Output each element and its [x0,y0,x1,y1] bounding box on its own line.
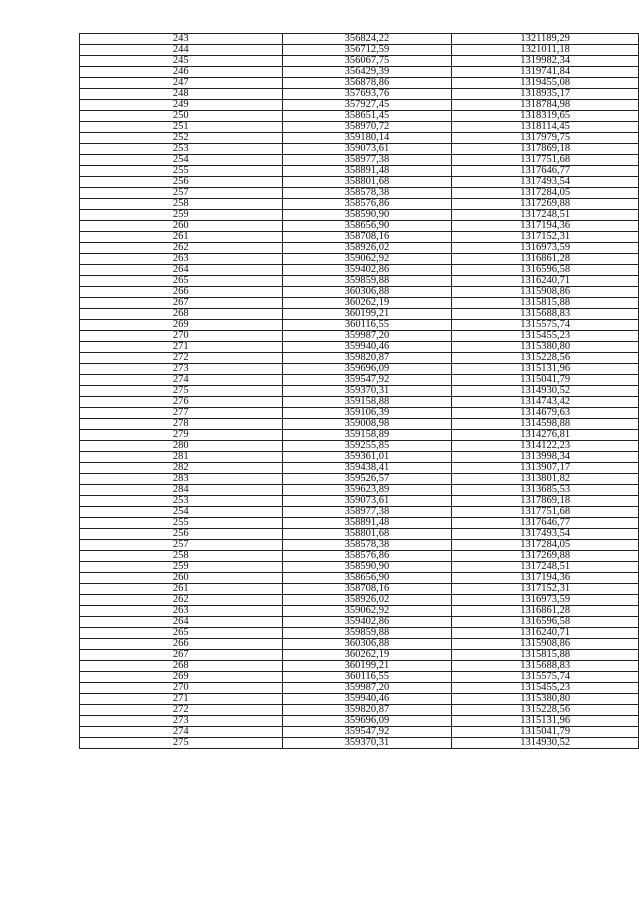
y-coordinate-cell: 1321189,29 [452,34,639,45]
table-row [80,375,639,386]
point-number-cell: 263 [80,254,283,265]
table-row [80,210,639,221]
table-row [80,540,639,551]
y-coordinate-cell: 1316861,28 [452,254,639,265]
point-number-cell: 277 [80,408,283,419]
point-number-cell: 282 [80,463,283,474]
table-row [80,463,639,474]
table-row [80,705,639,716]
y-coordinate-cell: 1319455,08 [452,78,639,89]
table-row [80,166,639,177]
table-row [80,122,639,133]
table-row [80,496,639,507]
table-row [80,221,639,232]
point-number-cell: 276 [80,397,283,408]
table-row [80,507,639,518]
point-number-cell: 250 [80,111,283,122]
y-coordinate-cell: 1313801,82 [452,474,639,485]
y-coordinate-cell: 1315908,86 [452,287,639,298]
table-row [80,419,639,430]
table-row [80,199,639,210]
x-coordinate-cell: 359106,39 [282,408,452,419]
table-row [80,232,639,243]
x-coordinate-cell: 356067,75 [282,56,452,67]
y-coordinate-cell: 1317646,77 [452,518,639,529]
y-coordinate-cell: 1317269,88 [452,199,639,210]
table-row [80,144,639,155]
point-number-cell: 284 [80,485,283,496]
point-number-cell: 269 [80,320,283,331]
point-number-cell: 265 [80,628,283,639]
x-coordinate-cell: 358891,48 [282,166,452,177]
point-number-cell: 254 [80,507,283,518]
table-row [80,474,639,485]
x-coordinate-cell: 357927,45 [282,100,452,111]
table-row [80,56,639,67]
table-row [80,694,639,705]
y-coordinate-cell: 1315688,83 [452,309,639,320]
point-number-cell: 272 [80,705,283,716]
point-number-cell: 244 [80,45,283,56]
x-coordinate-cell: 359370,31 [282,738,452,749]
x-coordinate-cell: 359859,88 [282,276,452,287]
y-coordinate-cell: 1319982,34 [452,56,639,67]
y-coordinate-cell: 1317751,68 [452,155,639,166]
y-coordinate-cell: 1316973,59 [452,243,639,254]
x-coordinate-cell: 358578,38 [282,188,452,199]
y-coordinate-cell: 1317152,31 [452,232,639,243]
x-coordinate-cell: 359696,09 [282,716,452,727]
y-coordinate-cell: 1315131,96 [452,716,639,727]
table-row [80,34,639,45]
y-coordinate-cell: 1317284,05 [452,540,639,551]
table-row [80,188,639,199]
x-coordinate-cell: 360199,21 [282,309,452,320]
x-coordinate-cell: 359158,88 [282,397,452,408]
y-coordinate-cell: 1314122,23 [452,441,639,452]
coordinate-table [79,33,639,749]
x-coordinate-cell: 359820,87 [282,705,452,716]
y-coordinate-cell: 1315575,74 [452,672,639,683]
point-number-cell: 261 [80,584,283,595]
point-number-cell: 260 [80,573,283,584]
x-coordinate-cell: 358656,90 [282,221,452,232]
y-coordinate-cell: 1318114,45 [452,122,639,133]
x-coordinate-cell: 358801,68 [282,529,452,540]
x-coordinate-cell: 359073,61 [282,144,452,155]
y-coordinate-cell: 1315455,23 [452,683,639,694]
point-number-cell: 255 [80,166,283,177]
y-coordinate-cell: 1315228,56 [452,353,639,364]
table-row [80,518,639,529]
x-coordinate-cell: 359438,41 [282,463,452,474]
point-number-cell: 245 [80,56,283,67]
table-row [80,595,639,606]
point-number-cell: 270 [80,331,283,342]
x-coordinate-cell: 358576,86 [282,551,452,562]
table-row [80,177,639,188]
table-row [80,650,639,661]
x-coordinate-cell: 358977,38 [282,155,452,166]
point-number-cell: 266 [80,287,283,298]
point-number-cell: 267 [80,298,283,309]
table-row [80,683,639,694]
y-coordinate-cell: 1318784,98 [452,100,639,111]
y-coordinate-cell: 1316240,71 [452,628,639,639]
x-coordinate-cell: 359361,01 [282,452,452,463]
point-number-cell: 264 [80,617,283,628]
y-coordinate-cell: 1314930,52 [452,386,639,397]
x-coordinate-cell: 360262,19 [282,298,452,309]
table-row [80,430,639,441]
point-number-cell: 263 [80,606,283,617]
point-number-cell: 274 [80,727,283,738]
y-coordinate-cell: 1317646,77 [452,166,639,177]
table-row [80,111,639,122]
table-row [80,397,639,408]
y-coordinate-cell: 1314930,52 [452,738,639,749]
table-row [80,298,639,309]
y-coordinate-cell: 1314276,81 [452,430,639,441]
point-number-cell: 273 [80,716,283,727]
x-coordinate-cell: 359547,92 [282,727,452,738]
point-number-cell: 275 [80,386,283,397]
x-coordinate-cell: 358708,16 [282,232,452,243]
point-number-cell: 259 [80,562,283,573]
y-coordinate-cell: 1316861,28 [452,606,639,617]
point-number-cell: 268 [80,309,283,320]
point-number-cell: 261 [80,232,283,243]
table-row [80,551,639,562]
y-coordinate-cell: 1317869,18 [452,496,639,507]
y-coordinate-cell: 1316596,58 [452,265,639,276]
y-coordinate-cell: 1315131,96 [452,364,639,375]
point-number-cell: 251 [80,122,283,133]
x-coordinate-cell: 359526,57 [282,474,452,485]
x-coordinate-cell: 358970,72 [282,122,452,133]
point-number-cell: 265 [80,276,283,287]
point-number-cell: 257 [80,540,283,551]
y-coordinate-cell: 1315688,83 [452,661,639,672]
table-row [80,320,639,331]
table-row [80,573,639,584]
table-row [80,452,639,463]
x-coordinate-cell: 356429,39 [282,67,452,78]
y-coordinate-cell: 1321011,18 [452,45,639,56]
table-row [80,529,639,540]
y-coordinate-cell: 1313998,34 [452,452,639,463]
point-number-cell: 279 [80,430,283,441]
x-coordinate-cell: 358656,90 [282,573,452,584]
point-number-cell: 256 [80,529,283,540]
table-row [80,309,639,320]
x-coordinate-cell: 359180,14 [282,133,452,144]
y-coordinate-cell: 1315380,80 [452,694,639,705]
x-coordinate-cell: 359820,87 [282,353,452,364]
x-coordinate-cell: 358578,38 [282,540,452,551]
x-coordinate-cell: 359940,46 [282,342,452,353]
y-coordinate-cell: 1315908,86 [452,639,639,650]
x-coordinate-cell: 358708,16 [282,584,452,595]
x-coordinate-cell: 359158,89 [282,430,452,441]
table-row [80,639,639,650]
y-coordinate-cell: 1317493,54 [452,529,639,540]
y-coordinate-cell: 1315815,88 [452,650,639,661]
table-row [80,738,639,749]
point-number-cell: 278 [80,419,283,430]
x-coordinate-cell: 356712,59 [282,45,452,56]
x-coordinate-cell: 358977,38 [282,507,452,518]
y-coordinate-cell: 1317979,75 [452,133,639,144]
y-coordinate-cell: 1315815,88 [452,298,639,309]
x-coordinate-cell: 357693,76 [282,89,452,100]
y-coordinate-cell: 1315575,74 [452,320,639,331]
x-coordinate-cell: 359008,98 [282,419,452,430]
y-coordinate-cell: 1317284,05 [452,188,639,199]
x-coordinate-cell: 359402,86 [282,617,452,628]
point-number-cell: 275 [80,738,283,749]
x-coordinate-cell: 360199,21 [282,661,452,672]
y-coordinate-cell: 1317194,36 [452,221,639,232]
point-number-cell: 283 [80,474,283,485]
x-coordinate-cell: 359402,86 [282,265,452,276]
point-number-cell: 274 [80,375,283,386]
table-row [80,727,639,738]
x-coordinate-cell: 358926,02 [282,595,452,606]
x-coordinate-cell: 359255,85 [282,441,452,452]
table-row [80,584,639,595]
point-number-cell: 272 [80,353,283,364]
point-number-cell: 262 [80,243,283,254]
y-coordinate-cell: 1314743,42 [452,397,639,408]
point-number-cell: 246 [80,67,283,78]
table-row [80,408,639,419]
point-number-cell: 247 [80,78,283,89]
y-coordinate-cell: 1318935,17 [452,89,639,100]
table-row [80,331,639,342]
point-number-cell: 259 [80,210,283,221]
y-coordinate-cell: 1315455,23 [452,331,639,342]
point-number-cell: 256 [80,177,283,188]
table-row [80,254,639,265]
x-coordinate-cell: 358926,02 [282,243,452,254]
table-row [80,78,639,89]
y-coordinate-cell: 1317194,36 [452,573,639,584]
table-row [80,628,639,639]
point-number-cell: 253 [80,496,283,507]
point-number-cell: 268 [80,661,283,672]
x-coordinate-cell: 360116,55 [282,320,452,331]
point-number-cell: 264 [80,265,283,276]
table-row [80,364,639,375]
x-coordinate-cell: 358651,45 [282,111,452,122]
y-coordinate-cell: 1317751,68 [452,507,639,518]
y-coordinate-cell: 1317248,51 [452,210,639,221]
y-coordinate-cell: 1315041,79 [452,727,639,738]
x-coordinate-cell: 359370,31 [282,386,452,397]
y-coordinate-cell: 1317152,31 [452,584,639,595]
table-row [80,485,639,496]
point-number-cell: 258 [80,199,283,210]
table-row [80,562,639,573]
table-row [80,100,639,111]
table-row [80,617,639,628]
table-row [80,155,639,166]
point-number-cell: 257 [80,188,283,199]
table-row [80,672,639,683]
x-coordinate-cell: 360262,19 [282,650,452,661]
y-coordinate-cell: 1315380,80 [452,342,639,353]
x-coordinate-cell: 359062,92 [282,254,452,265]
x-coordinate-cell: 359987,20 [282,331,452,342]
table-row [80,133,639,144]
y-coordinate-cell: 1315228,56 [452,705,639,716]
y-coordinate-cell: 1314598,88 [452,419,639,430]
y-coordinate-cell: 1318319,65 [452,111,639,122]
table-row [80,45,639,56]
point-number-cell: 281 [80,452,283,463]
y-coordinate-cell: 1314679,63 [452,408,639,419]
x-coordinate-cell: 359623,89 [282,485,452,496]
y-coordinate-cell: 1317269,88 [452,551,639,562]
point-number-cell: 253 [80,144,283,155]
point-number-cell: 254 [80,155,283,166]
x-coordinate-cell: 360116,55 [282,672,452,683]
point-number-cell: 273 [80,364,283,375]
point-number-cell: 258 [80,551,283,562]
y-coordinate-cell: 1316596,58 [452,617,639,628]
point-number-cell: 260 [80,221,283,232]
y-coordinate-cell: 1317248,51 [452,562,639,573]
point-number-cell: 269 [80,672,283,683]
table-row [80,342,639,353]
x-coordinate-cell: 356878,86 [282,78,452,89]
point-number-cell: 249 [80,100,283,111]
table-row [80,353,639,364]
table-row [80,265,639,276]
table-row [80,606,639,617]
point-number-cell: 280 [80,441,283,452]
table-row [80,386,639,397]
table-row [80,276,639,287]
y-coordinate-cell: 1316973,59 [452,595,639,606]
point-number-cell: 262 [80,595,283,606]
table-row [80,287,639,298]
point-number-cell: 252 [80,133,283,144]
x-coordinate-cell: 356824,22 [282,34,452,45]
table-row [80,716,639,727]
x-coordinate-cell: 359940,46 [282,694,452,705]
x-coordinate-cell: 360306,88 [282,639,452,650]
table-row [80,67,639,78]
x-coordinate-cell: 360306,88 [282,287,452,298]
point-number-cell: 267 [80,650,283,661]
y-coordinate-cell: 1313685,53 [452,485,639,496]
point-number-cell: 270 [80,683,283,694]
point-number-cell: 243 [80,34,283,45]
y-coordinate-cell: 1313907,17 [452,463,639,474]
y-coordinate-cell: 1317869,18 [452,144,639,155]
x-coordinate-cell: 359859,88 [282,628,452,639]
point-number-cell: 255 [80,518,283,529]
coordinate-table-body [80,34,639,749]
table-row [80,89,639,100]
table-row [80,661,639,672]
x-coordinate-cell: 358576,86 [282,199,452,210]
x-coordinate-cell: 359547,92 [282,375,452,386]
x-coordinate-cell: 358801,68 [282,177,452,188]
point-number-cell: 248 [80,89,283,100]
x-coordinate-cell: 359696,09 [282,364,452,375]
point-number-cell: 271 [80,342,283,353]
x-coordinate-cell: 358891,48 [282,518,452,529]
y-coordinate-cell: 1315041,79 [452,375,639,386]
point-number-cell: 271 [80,694,283,705]
x-coordinate-cell: 359073,61 [282,496,452,507]
table-row [80,243,639,254]
y-coordinate-cell: 1317493,54 [452,177,639,188]
x-coordinate-cell: 358590,90 [282,562,452,573]
x-coordinate-cell: 359062,92 [282,606,452,617]
x-coordinate-cell: 359987,20 [282,683,452,694]
y-coordinate-cell: 1319741,84 [452,67,639,78]
y-coordinate-cell: 1316240,71 [452,276,639,287]
point-number-cell: 266 [80,639,283,650]
table-row [80,441,639,452]
x-coordinate-cell: 358590,90 [282,210,452,221]
